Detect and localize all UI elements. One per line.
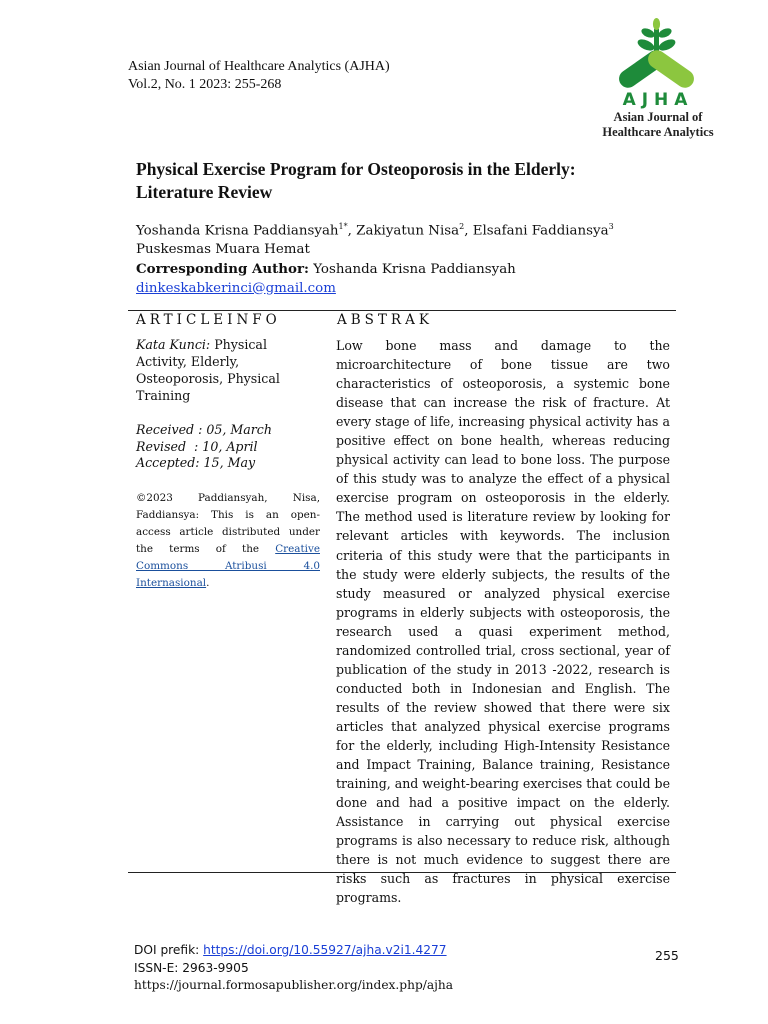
email-link[interactable]: dinkeskabkerinci@gmail.com: [136, 280, 336, 296]
article-info-panel: [136, 336, 320, 592]
accepted-date: Accepted: 15, May: [136, 455, 256, 471]
issn: ISSN-E: 2963-9905: [134, 960, 249, 975]
leaf-logo-icon: [588, 14, 728, 90]
article-title: [136, 158, 656, 204]
license-note: [136, 490, 320, 592]
article-info-heading: ARTICLEINFO: [136, 312, 281, 328]
license-link[interactable]: Creative Commons Atribusi 4.0 Internasional: [136, 542, 320, 589]
journal-name: Asian Journal of Healthcare Analytics (AJHA): [128, 59, 390, 74]
bottom-divider: [128, 872, 676, 873]
logo-name-line2: Healthcare Analytics: [602, 125, 714, 139]
logo-name-line1: Asian Journal of: [613, 110, 703, 124]
license-end: .: [206, 576, 210, 589]
doi-line: [134, 942, 453, 960]
license-text: ©2023 Paddiansyah, Nisa, Faddiansya: This is an open-access article distributed under the terms of the: [136, 491, 320, 555]
author-2-affil: 2: [459, 222, 465, 231]
page-number: 255: [655, 948, 679, 963]
journal-url: https://journal.formosapublisher.org/index.php/ajha: [134, 978, 454, 992]
author-list: Yoshanda Krisna Paddiansyah$^{1*}$, Zakiyatun Nisa$^2$, Elsafani Faddiansya$^3$: [136, 222, 614, 239]
author-2: Zakiyatun Nisa: [356, 223, 460, 239]
corresponding-label: Corresponding Author:: [136, 260, 309, 277]
author-block: [136, 218, 696, 298]
dates-block: [136, 422, 320, 472]
footer: [134, 942, 453, 995]
abstract-heading: ABSTRAK: [337, 312, 433, 328]
journal-header: [128, 58, 390, 94]
doi-label: DOI prefik:: [134, 943, 200, 957]
top-divider: [128, 310, 676, 311]
keywords: [136, 336, 320, 404]
keywords-value: Physical Activity, Elderly, Osteoporosis, Physical Training: [136, 337, 280, 403]
volume-info: Vol.2, No. 1 2023: 255-268: [128, 77, 282, 92]
author-1: Yoshanda Krisna Paddiansyah: [136, 223, 339, 239]
corresponding-name: Yoshanda Krisna Paddiansyah: [313, 261, 516, 277]
author-1-affil: 1*: [338, 222, 348, 231]
author-3: Elsafani Faddiansya: [472, 223, 609, 239]
affiliation: Puskesmas Muara Hemat: [136, 242, 310, 258]
abstract-text: Low bone mass and damage to the microarchitecture of bone tissue are two characteristics of osteoporosis, a systemic bone disease that can increase the risk of fracture. At every stage of life, increasing physical activity has a positive effect on bone health, whereas reducing physical activity can lead to bone loss. The purpose of this study was to analyze the effect of a physical exercise program on osteoporosis in the elderly. The method used is literature review by looking for relevant articles with keywords. The inclusion criteria of this study were that the participants in the study were elderly subjects, the results of the study measured or analyzed physical exercise programs in elderly subjects with osteoporosis, the research used a quasi experiment method, randomized controlled trial, cross sectional, year of publication of the study in 2013 -2022, research is conducted both in Indonesian and English. The results of the review showed that there were six articles that analyzed physical exercise programs for the elderly, including High-Intensity Resistance and Impact Training, Balance training, Resistance training, and weight-bearing exercises that could be done and had a positive impact on the elderly. Assistance in carrying out physical exercise programs is also necessary to reduce risk, although there is not much evidence to suggest there are risks such as fractures in physical exercise programs.: [336, 338, 670, 906]
title-line1: Physical Exercise Program for Osteoporosis in the Elderly:: [136, 159, 576, 179]
logo-acronym: AJHA: [622, 90, 694, 110]
author-3-affil: 3: [608, 222, 614, 231]
keywords-label: Kata Kunci:: [136, 337, 211, 352]
received-date: Received : 05, March: [136, 422, 272, 437]
corresponding-author: [136, 260, 696, 280]
journal-logo: [588, 14, 728, 149]
revised-date: Revised : 10, April: [136, 438, 258, 454]
title-line2: Literature Review: [136, 182, 273, 202]
doi-link[interactable]: https://doi.org/10.55927/ajha.v2i1.4277: [203, 943, 447, 957]
